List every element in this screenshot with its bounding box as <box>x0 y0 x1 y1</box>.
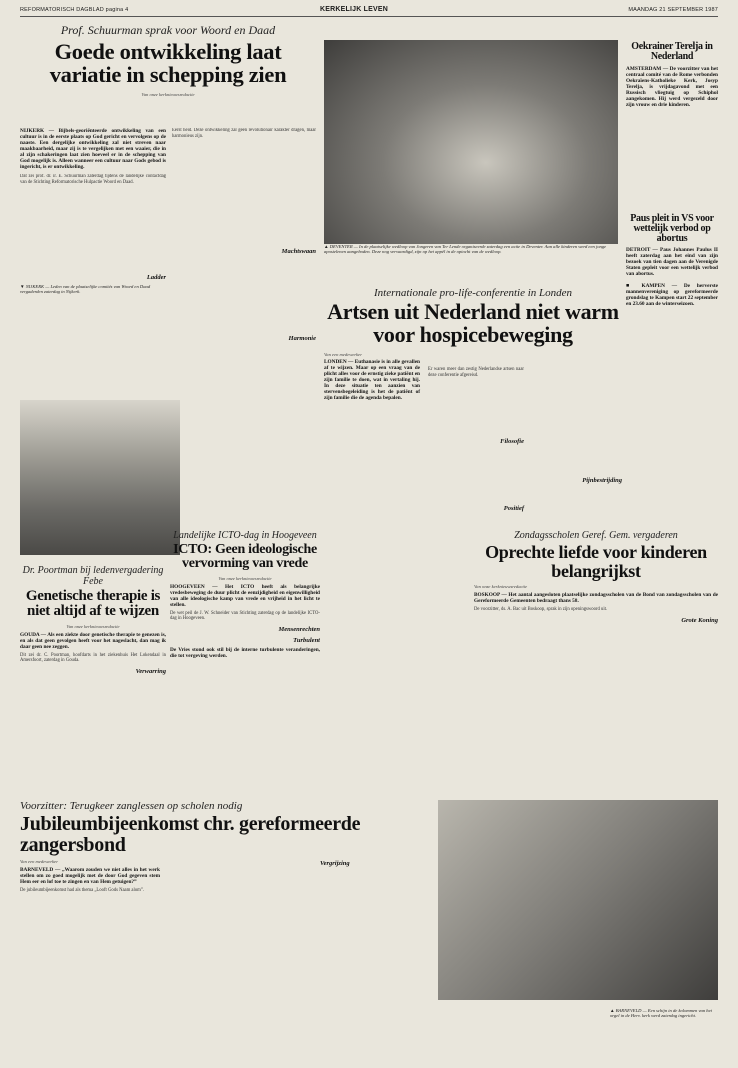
header-date: MAANDAG 21 SEPTEMBER 1987 <box>628 7 718 13</box>
kicker: Zondagsscholen Geref. Gem. vergaderen <box>514 530 678 541</box>
body-text: Er waren meer dan zestig Nederlandse artsen naar deze conferentie afgereisd. <box>428 367 524 378</box>
headline: ICTO: Geen ideologische vervorming van vrede <box>173 542 317 572</box>
photo-barneveld <box>438 800 718 1000</box>
subhead: Ladder <box>146 274 166 281</box>
intro: NIJKERK — Bijbels-georiënteerde ontwikkeling van een cultuur is in de eerste plaats op God gericht en vervolgens op de naaste. Een dergelijke ontwikkeling zal niet streven naar maakbaarheid, maar zij is te vergelijken met een waaier, die in al zijn schakeringen laat zien hoeveel er in de schepping van God mogelijk is. Alleen wanneer een cultuur naar Gods gebod is ingericht, is er ontwikkeling. <box>20 128 166 170</box>
headline: Artsen uit Nederland niet warm voor hospicebeweging <box>327 299 619 347</box>
article-zondagsschool <box>474 530 718 750</box>
photo-meeting <box>20 400 180 555</box>
kicker: Landelijke ICTO-dag in Hoogeveen <box>173 530 317 541</box>
headline: Jubileumbijeenkomst chr. gereformeerde zangersbond <box>20 813 361 856</box>
closing: De Vries stond ook stil bij de interne turbulente veranderingen, die tot vergeving werden. <box>170 647 320 659</box>
subhead: Verwarring <box>135 668 166 676</box>
article-schuurman <box>20 20 316 560</box>
body-text: De jubileumbijeenkomst had als thema „Looft Gods Naam alom”. <box>20 888 145 894</box>
subhead: Machtswaan <box>281 248 316 255</box>
photo-caption: ▲ BARNEVELD — Een schijn in de kolommen van het orgel in de Herv. kerk werd zaterdag ingericht. <box>610 1008 712 1019</box>
subhead: Positief <box>503 505 524 513</box>
byline: Van onze kerknieuwsredactie <box>66 623 120 629</box>
kicker: Voorzitter: Terugkeer zanglessen op scholen nodig <box>20 800 243 812</box>
side-intro: AMSTERDAM — De voorzitter van het centraal comité van de Rome verbonden Oekraïens-Katholieke Kerk, Josyp Terelja, is vrijdagavond met een Russisch vliegtuig op Schiphol aangekomen. Hij werd vergezeld door zijn vrouw en drie kinderen. <box>626 65 718 108</box>
byline: Van onze kerknieuwsredactie <box>218 575 272 581</box>
headline: Oprechte liefde voor kinderen belangrijkst <box>485 542 707 581</box>
col-right <box>528 367 622 484</box>
col-mid <box>428 367 524 512</box>
article-poortman <box>20 565 166 805</box>
kicker: Prof. Schuurman sprak voor Woord en Daad <box>60 23 276 37</box>
side-headline: Oekrainer Terelja in Nederland <box>631 41 713 63</box>
body-text: De wet peil de J. W. Schneider van Stichting zaterdag op de landelijke ICTO-dag in Hoogeveen. <box>170 610 320 622</box>
body-text: Dit zei dr. C. Poortman, hoofdarts in het ziekenhuis Het Lokendaal in Amersfoort, zaterdag in Gouda. <box>20 652 166 664</box>
article-icto <box>170 530 320 740</box>
byline: Van onze kerknieuwsredactie <box>474 584 528 590</box>
subhead: Turbulent <box>293 637 320 644</box>
article-zangersbond <box>20 800 718 1058</box>
body-text: Eerst heid. Deze ontwikkeling zal geen revolutionair karakter dragen, maar harmonieus zijn. <box>172 128 316 139</box>
side-body <box>626 108 718 208</box>
side-headline: Paus pleit in VS voor wettelijk verbod op abortus <box>630 212 714 245</box>
subhead: Mensenrechten <box>278 626 320 633</box>
byline: Van een medewerker <box>324 352 363 358</box>
headline: Genetische therapie is niet altijd af te wijzen <box>25 588 161 620</box>
intro: BARNEVELD — „Waarom zouden we niet alles in het werk stellen om zo goed mogelijk met de door God gegeven stem Hem eer en lof toe te zingen en van Hem getuigen?” <box>20 867 160 886</box>
body-text: Dat zei prof. dr. ir. E. Schuurman zaterdag tijdens de landelijke contactdag van de Stichting Reformatorische Hulpactie Woord en Daad. <box>20 174 166 185</box>
subhead: Vergrijzing <box>320 860 350 867</box>
subhead: Filosofie <box>500 438 524 446</box>
intro: GOUDA — Als een ziekte door genetische therapie te genezen is, en als dat geen gevolgen heeft voor het nageslacht, dan mag ik daar geen nee zeggen. <box>20 631 166 650</box>
photo-deventer <box>324 40 618 244</box>
body-text <box>172 255 316 335</box>
col-left <box>20 128 166 295</box>
subhead: Harmonie <box>288 335 316 342</box>
side-note: ■ KAMPEN — De herverste mannenvereniging op gereformeerde grondslag te Kampen start 22 september en 23.60 aan de winterseizoen. <box>626 283 718 308</box>
col-right <box>172 128 316 342</box>
header-section: KERKELIJK LEVEN <box>320 6 388 13</box>
header-rule <box>20 16 718 17</box>
header-left: REFORMATORISCH DAGBLAD pagina 4 <box>20 7 129 13</box>
byline: Van onze kerknieuwsredactie <box>141 92 195 98</box>
article-prolife <box>324 287 622 527</box>
kicker: Internationale pro-life-conferentie in Londen <box>373 287 573 299</box>
intro: BOSKOOP — Het aantal aangesloten plaatselijke zondagsscholen van de Bond van zondagsscholen van de Gereformeerde Gemeenten bedraagt thans 58. <box>474 592 718 605</box>
subhead: Pijnbestrijding <box>582 477 622 484</box>
byline: Van een medewerker <box>20 859 59 865</box>
photo-caption: ▲ DEVENTER — In de plaatselijke wedloop van Jongeren van Ter Lende organiseerde zaterdag een actie in Deventer. Aan alle kinderen werd een jonge apostelenen aangeboden. Deze nog vervaardigd, zijn op het appèl in de optocht van de wedloop. <box>324 244 607 255</box>
kicker: Dr. Poortman bij ledenvergadering Febe <box>22 565 164 587</box>
headline: Goede ontwikkeling laat variatie in schepping zien <box>49 39 287 88</box>
intro: LONDEN — Euthanasie is in alle gevallen af te wijzen. Maar op een vraag van de plicht alles voor de ernstig zieke patiënt en zijn familie te doen, wat in vertaling hij. In deze situatie ten aanzien van stervensbegeleiding is het de patiënt of zijn familie die de agenda bepalen. <box>324 359 420 402</box>
side-intro: DETROIT — Paus Johannes Paulus II heeft zaterdag aan het eind van zijn bezoek van tien dagen aan de Verenigde Staten gepleit voor een wettelijk verbod van abortus. <box>626 247 718 278</box>
page-header <box>20 7 718 16</box>
subhead: Grote Koning <box>681 616 718 624</box>
photo-caption: ▼ NIJKERK — Leden van de plaatselijke comités van Woord en Daad vergaderden zaterdag in Nijkerk. <box>20 284 151 295</box>
intro: HOOGEVEEN — Het ICTO heeft als belangrijke vredesbeweging de duur plicht de eenzijdigheid en eigenwilligheid van alle ideologische kamp van vrede en vrijheid in het licht te stellen. <box>170 583 320 608</box>
body-text: De voorzitter, ds. A. Bac uit Boskoop, sprak in zijn openingswoord uit. <box>474 607 608 613</box>
sidebar <box>626 40 718 420</box>
